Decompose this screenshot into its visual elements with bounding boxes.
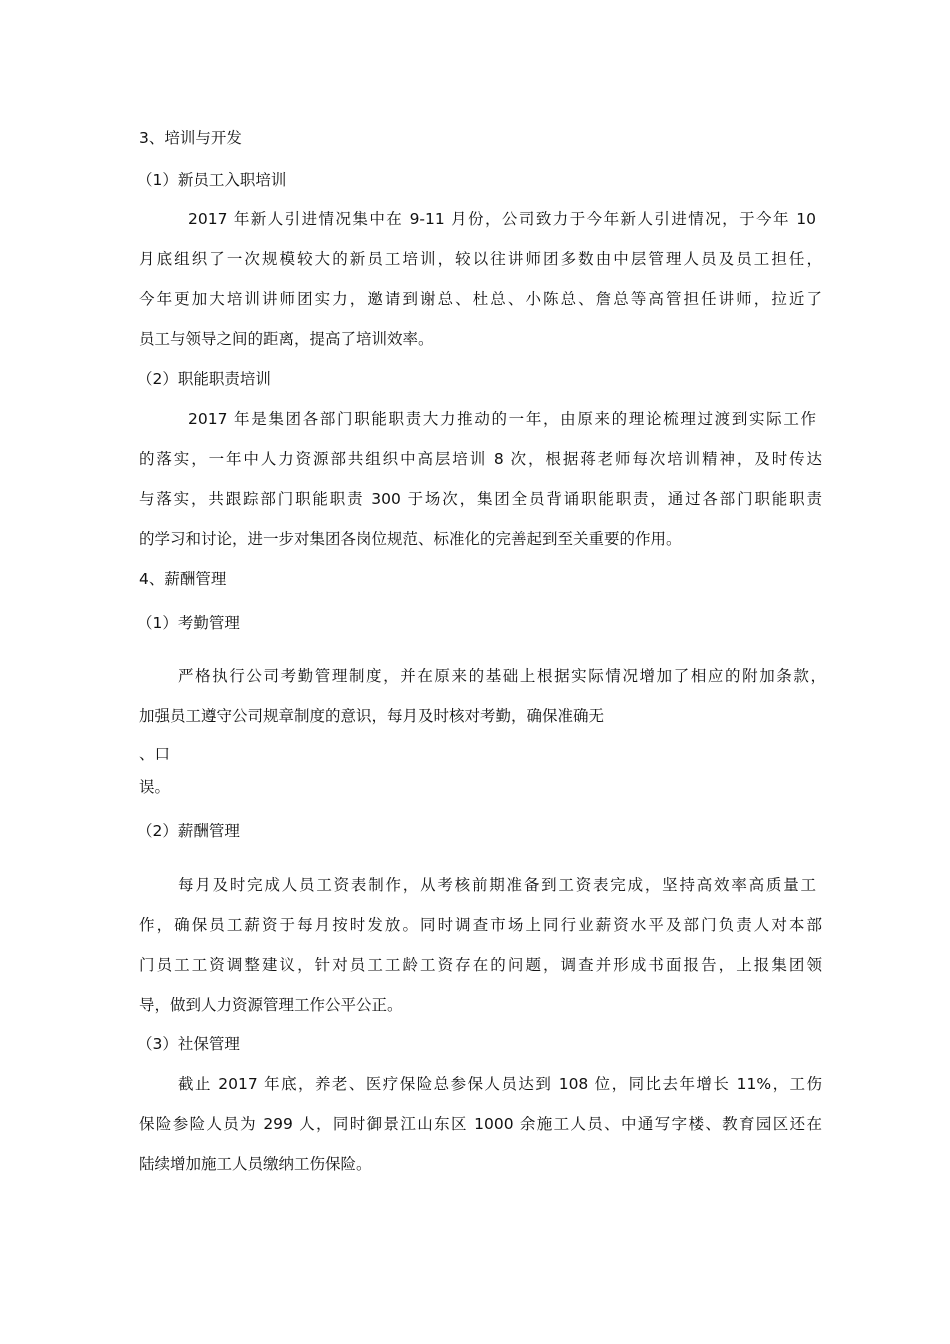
paragraph-line: 截止 2017 年底，养老、医疗保险总参保人员达到 108 位，同比去年增长 11%，工伤 <box>178 1075 822 1093</box>
paragraph-line: 门员工工资调整建议，针对员工工龄工资存在的问题，调查并形成书面报告，上报集团领 <box>139 956 822 974</box>
subsection-heading-function-training: （2）职能职责培训 <box>137 370 271 388</box>
paragraph-line: 的学习和讨论，进一步对集团各岗位规范、标准化的完善起到至关重要的作用。 <box>139 530 682 548</box>
paragraph-line: 与落实，共跟踪部门职能职责 300 于场次，集团全员背诵职能职责，通过各部门职能职责 <box>139 490 822 508</box>
paragraph-line: 导，做到人力资源管理工作公平公正。 <box>139 996 403 1014</box>
section-3-heading: 3、培训与开发 <box>139 129 242 147</box>
paragraph-line: 月底组织了一次规模较大的新员工培训，较以往讲师团多数由中层管理人员及员工担任， <box>139 250 822 268</box>
paragraph-line: 作，确保员工薪资于每月按时发放。同时调查市场上同行业薪资水平及部门负责人对本部 <box>139 916 822 934</box>
subsection-heading-payroll: （2）薪酬管理 <box>137 822 240 840</box>
subsection-heading-attendance: （1）考勤管理 <box>137 614 240 632</box>
paragraph-line: 、口 <box>139 745 171 763</box>
paragraph-line: 保险参险人员为 299 人，同时御景江山东区 1000 余施工人员、中通写字楼、教育园区还在 <box>139 1115 822 1133</box>
paragraph-line: 员工与领导之间的距离，提高了培训效率。 <box>139 330 434 348</box>
paragraph-line: 误。 <box>139 778 171 796</box>
subsection-heading-new-employee-training: （1）新员工入职培训 <box>137 171 287 189</box>
paragraph-line: 加强员工遵守公司规章制度的意识，每月及时核对考勤，确保准确无 <box>139 707 605 725</box>
subsection-heading-social-insurance: （3）社保管理 <box>137 1035 240 1053</box>
paragraph-line: 的落实，一年中人力资源部共组织中高层培训 8 次，根据蒋老师每次培训精神，及时传达 <box>139 450 822 468</box>
paragraph-line: 今年更加大培训讲师团实力，邀请到谢总、杜总、小陈总、詹总等高管担任讲师，拉近了 <box>139 290 822 308</box>
paragraph-line: 2017 年是集团各部门职能职责大力推动的一年，由原来的理论梳理过渡到实际工作 <box>188 410 816 428</box>
section-4-heading: 4、薪酬管理 <box>139 570 227 588</box>
paragraph-line: 陆续增加施工人员缴纳工伤保险。 <box>139 1155 372 1173</box>
paragraph-line: 2017 年新人引进情况集中在 9-11 月份，公司致力于今年新人引进情况，于今年 10 <box>188 210 816 228</box>
paragraph-line: 每月及时完成人员工资表制作，从考核前期准备到工资表完成，坚持高效率高质量工 <box>178 876 816 894</box>
paragraph-line: 严格执行公司考勤管理制度，并在原来的基础上根据实际情况增加了相应的附加条款， <box>178 667 826 685</box>
